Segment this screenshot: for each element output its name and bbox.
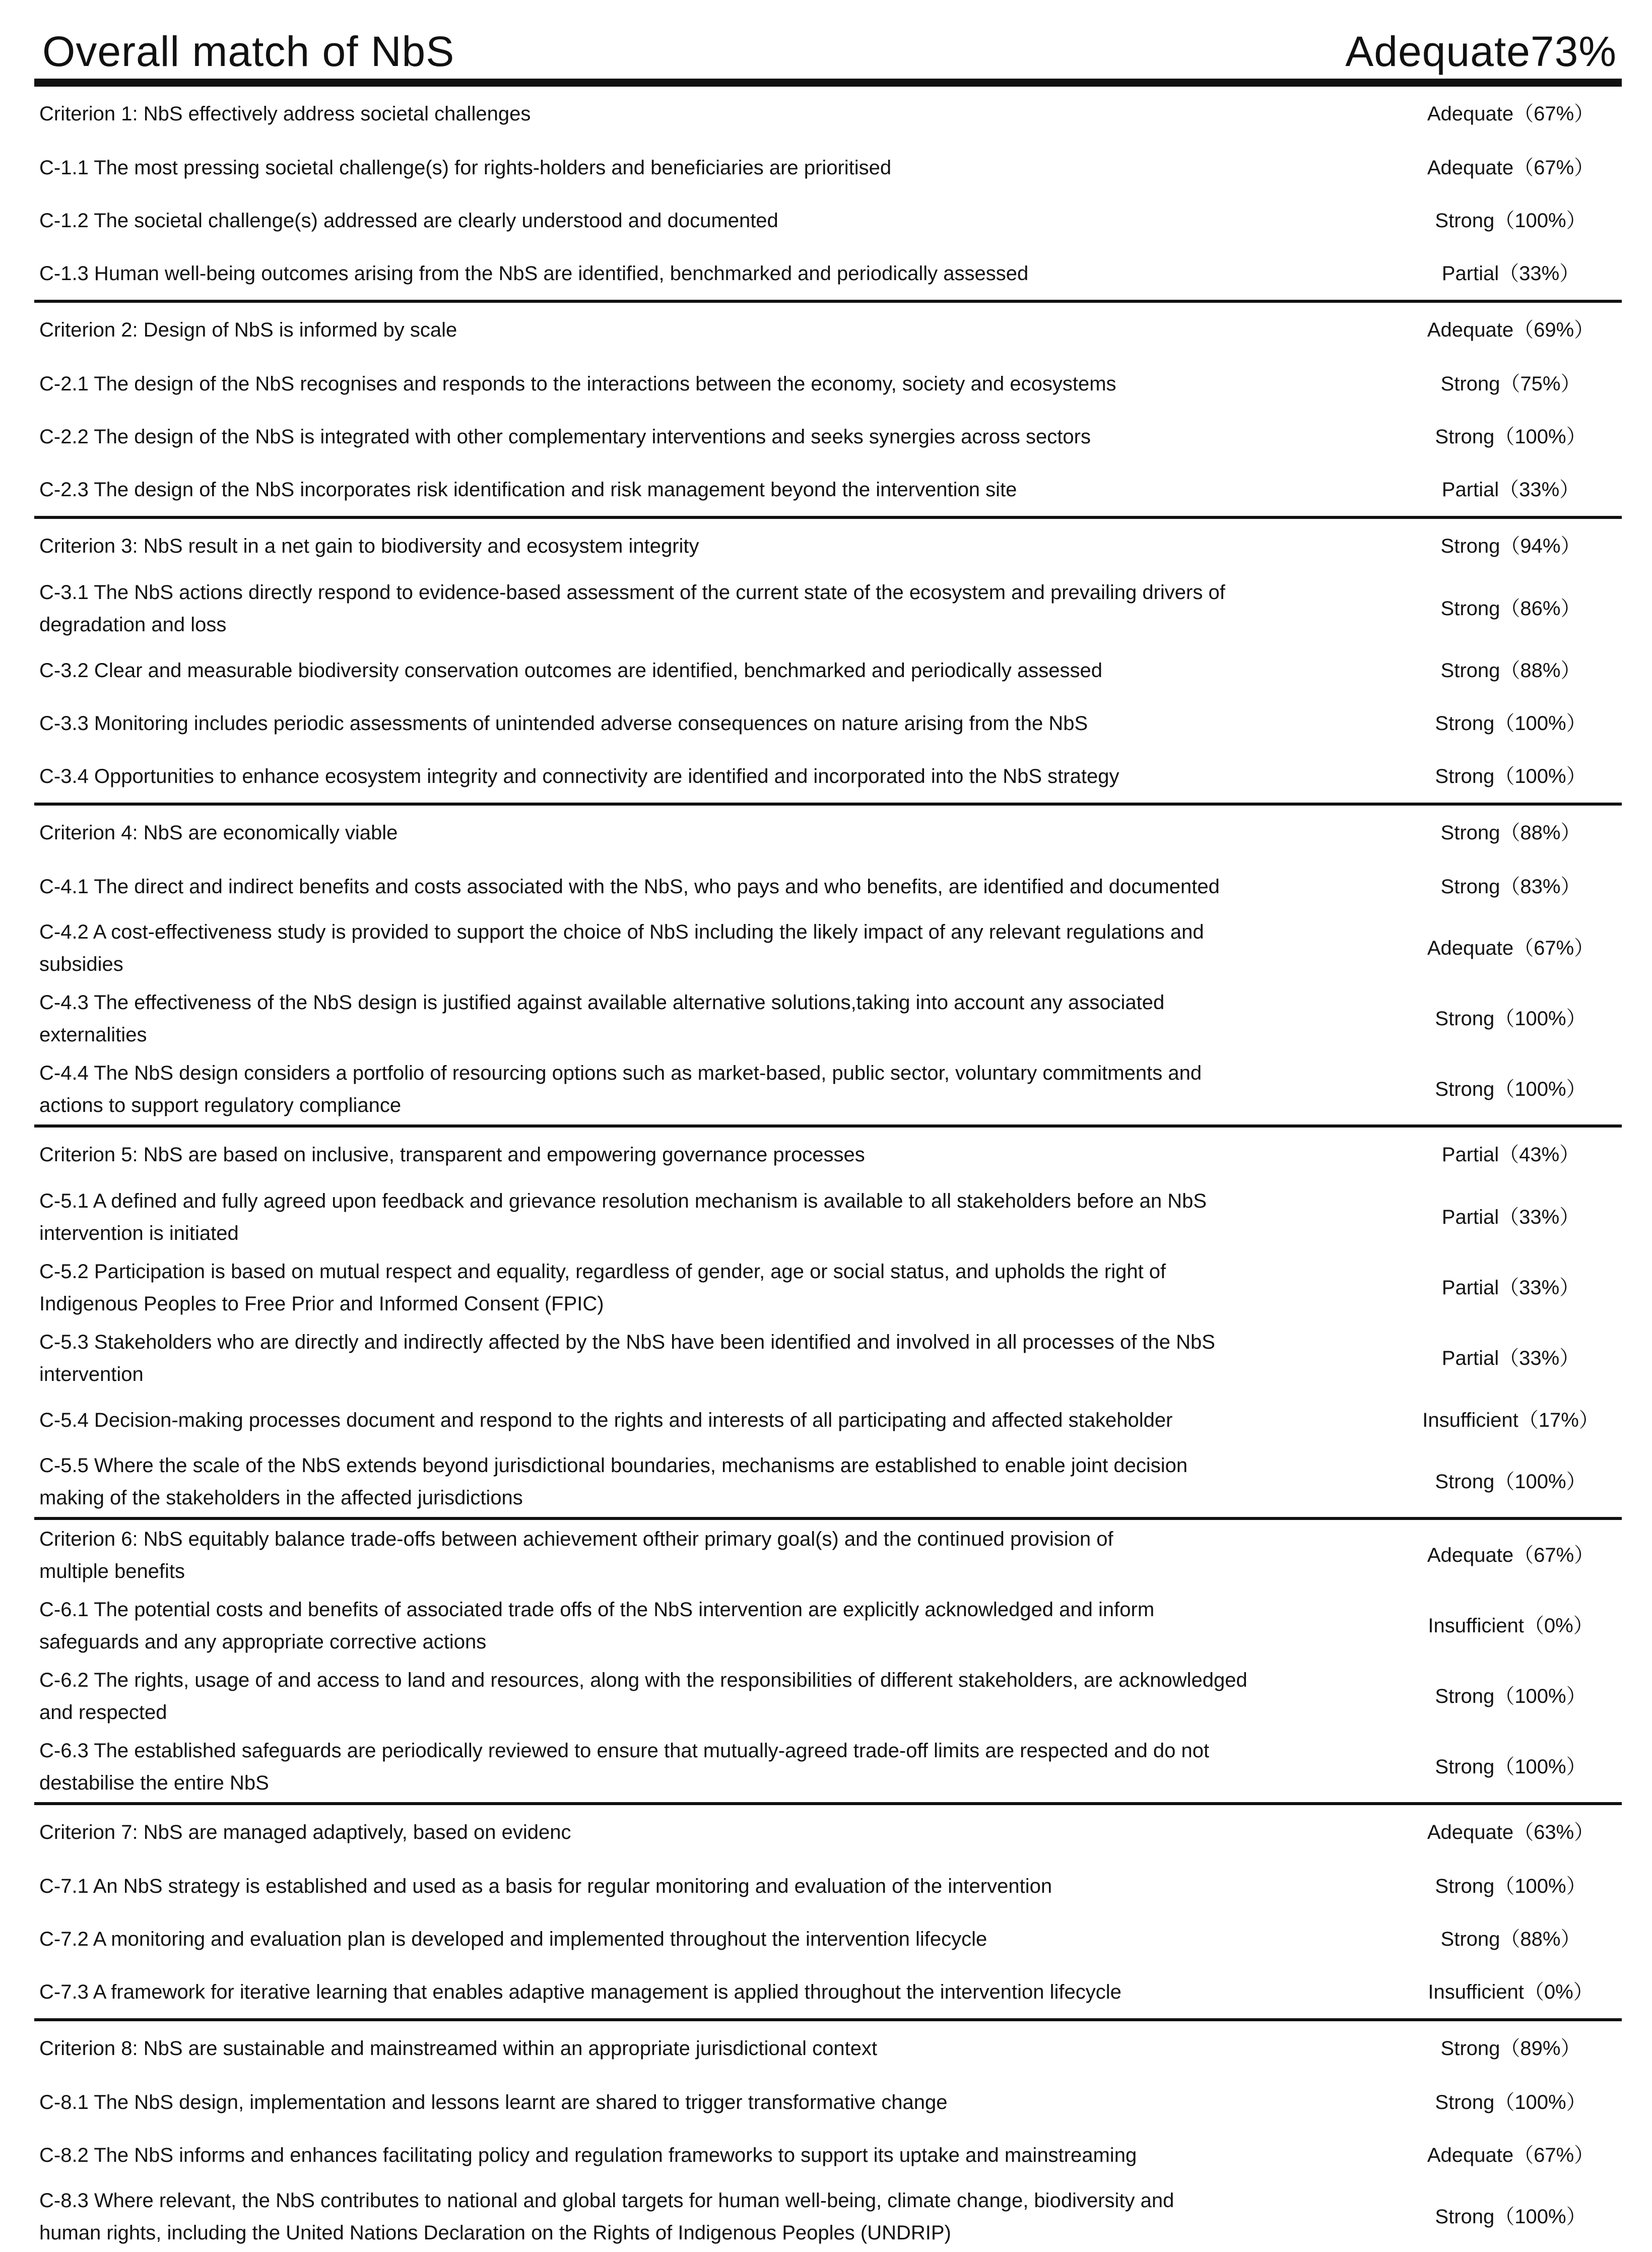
indicator-row: [34, 913, 1622, 983]
text-line: Criterion 6: NbS equitably balance trade-offs between achievement oftheir primary goal(s) and the continued provision of: [39, 1528, 1113, 1550]
text-line: C-5.2 Participation is based on mutual respect and equality, regardless of gender, age or social status, and upholds the right of: [39, 1261, 1166, 1283]
indicator-text: [39, 474, 1400, 506]
indicator-rating: Strong（100%）: [1435, 209, 1587, 232]
text-line: Indigenous Peoples to Free Prior and Informed Consent (FPIC): [39, 1293, 604, 1315]
indicator-rating: Strong（100%）: [1435, 2206, 1587, 2228]
indicator-row: [34, 357, 1622, 410]
text-line: C-7.3 A framework for iterative learning that enables adaptive management is applied throughout the intervention lifecycle: [39, 1980, 1121, 2003]
indicator-text: [39, 257, 1400, 290]
indicator-text: [39, 1976, 1400, 2008]
indicator-row: [34, 1394, 1622, 1446]
criterion-rating: Adequate（69%）: [1427, 319, 1595, 341]
text-line: C-3.1 The NbS actions directly respond to evidence-based assessment of the current state of the ecosystem and prevailing drivers of: [39, 581, 1225, 604]
text-line: C-5.4 Decision-making processes document and respond to the rights and interests of all participating and affected stakeholder: [39, 1409, 1173, 1431]
indicator-text: [39, 2184, 1400, 2249]
indicator-row: [34, 2076, 1622, 2129]
indicator-text: [39, 1870, 1400, 1902]
text-line: multiple benefits: [39, 1560, 185, 1582]
text-line: C-1.1 The most pressing societal challenge(s) for rights-holders and beneficiaries are prioritised: [39, 156, 892, 179]
text-line: externalities: [39, 1024, 147, 1046]
indicator-rating: Strong（100%）: [1435, 1471, 1587, 1493]
indicator-rating: Insufficient（0%）: [1428, 1615, 1594, 1637]
criterion-section: [34, 1520, 1622, 1805]
text-line: Criterion 4: NbS are economically viable: [39, 822, 398, 844]
header-divider: [34, 79, 1622, 87]
indicator-rating: Strong（100%）: [1435, 425, 1587, 448]
indicator-row: [34, 644, 1622, 697]
text-line: Criterion 1: NbS effectively address societal challenges: [39, 103, 531, 125]
indicator-rating: Strong（83%）: [1440, 875, 1581, 898]
indicator-text: [39, 152, 1400, 184]
indicator-row: [34, 2181, 1622, 2252]
text-line: Criterion 8: NbS are sustainable and mainstreamed within an appropriate jurisdictional context: [39, 2037, 878, 2060]
indicator-row: [34, 247, 1622, 300]
indicator-rating: Strong（100%）: [1435, 712, 1587, 735]
indicator-row: [34, 1446, 1622, 1517]
indicator-text: [39, 1404, 1400, 1436]
criteria-table: [34, 87, 1622, 2252]
text-line: C-3.3 Monitoring includes periodic assessments of unintended adverse consequences on nature arising from the NbS: [39, 712, 1088, 735]
indicator-rating: Partial（33%）: [1441, 1206, 1580, 1228]
criterion-section: [34, 2021, 1622, 2252]
indicator-text: [39, 871, 1400, 903]
text-line: C-2.3 The design of the NbS incorporates risk identification and risk management beyond the intervention site: [39, 478, 1017, 501]
text-line: human rights, including the United Nations Declaration on the Rights of Indigenous Peoples (UNDRIP): [39, 2222, 951, 2244]
text-line: degradation and loss: [39, 614, 227, 636]
criterion-row: [34, 806, 1622, 860]
indicator-text: [39, 916, 1400, 980]
criterion-rating: Adequate（63%）: [1427, 1821, 1595, 1843]
indicator-rating: Strong（86%）: [1440, 598, 1581, 620]
criterion-row: [34, 1128, 1622, 1182]
criterion-section: [34, 806, 1622, 1128]
criterion-section: [34, 87, 1622, 303]
indicator-rating: Strong（75%）: [1440, 372, 1581, 395]
page-title: Overall match of NbS: [42, 28, 455, 75]
text-line: C-4.1 The direct and indirect benefits and costs associated with the NbS, who pays and who benefits, are identified and documented: [39, 875, 1220, 898]
criterion-row: [34, 519, 1622, 573]
indicator-text: [39, 760, 1400, 792]
criterion-row: [34, 1805, 1622, 1860]
criterion-section: [34, 303, 1622, 519]
indicator-text: [39, 2086, 1400, 2118]
text-line: C-2.2 The design of the NbS is integrated with other complementary interventions and seeks synergies across sectors: [39, 425, 1091, 448]
criterion-text: [39, 314, 1400, 346]
indicator-row: [34, 1661, 1622, 1732]
indicator-rating: Adequate（67%）: [1427, 156, 1595, 179]
indicator-rating: Partial（33%）: [1441, 1347, 1580, 1369]
indicator-row: [34, 1054, 1622, 1124]
indicator-row: [34, 1323, 1622, 1394]
indicator-row: [34, 750, 1622, 803]
indicator-text: [39, 421, 1400, 453]
indicator-rating: Strong（100%）: [1435, 1685, 1587, 1707]
page-header: [34, 20, 1622, 73]
text-line: Criterion 5: NbS are based on inclusive, transparent and empowering governance processes: [39, 1144, 865, 1166]
indicator-text: [39, 1255, 1400, 1320]
indicator-row: [34, 860, 1622, 913]
criterion-rating: Strong（89%）: [1440, 2037, 1581, 2060]
text-line: C-8.1 The NbS design, implementation and lessons learnt are shared to trigger transformative change: [39, 2091, 948, 2113]
text-line: C-4.3 The effectiveness of the NbS design is justified against available alternative solutions,taking into account any associated: [39, 991, 1165, 1014]
indicator-text: [39, 1326, 1400, 1390]
criterion-section: [34, 519, 1622, 806]
text-line: C-8.2 The NbS informs and enhances facilitating policy and regulation frameworks to support its uptake and mainstreaming: [39, 2144, 1137, 2166]
indicator-text: [39, 1449, 1400, 1514]
text-line: C-8.3 Where relevant, the NbS contributes to national and global targets for human well-being, climate change, biodiversity and: [39, 2190, 1174, 2212]
indicator-text: [39, 1057, 1400, 1121]
indicator-text: [39, 986, 1400, 1051]
text-line: C-6.3 The established safeguards are periodically reviewed to ensure that mutually-agreed trade-off limits are respected and do not: [39, 1740, 1210, 1762]
indicator-text: [39, 2139, 1400, 2171]
text-line: C-4.2 A cost-effectiveness study is provided to support the choice of NbS including the likely impact of any relevant regulations and: [39, 921, 1204, 943]
indicator-row: [34, 194, 1622, 247]
indicator-rating: Partial（33%）: [1441, 478, 1580, 501]
text-line: Criterion 7: NbS are managed adaptively, based on evidenc: [39, 1821, 571, 1843]
text-line: C-6.2 The rights, usage of and access to land and resources, along with the responsibilities of different stakeholders, are acknowledged: [39, 1669, 1247, 1691]
criterion-text: [39, 1523, 1400, 1587]
indicator-row: [34, 410, 1622, 463]
criterion-rating: Strong（94%）: [1440, 535, 1581, 557]
text-line: making of the stakeholders in the affected jurisdictions: [39, 1487, 523, 1509]
text-line: actions to support regulatory compliance: [39, 1094, 402, 1116]
indicator-rating: Strong（100%）: [1435, 2091, 1587, 2113]
indicator-rating: Strong（88%）: [1440, 1928, 1581, 1950]
criterion-text: [39, 1139, 1400, 1171]
criterion-text: [39, 98, 1400, 130]
indicator-text: [39, 1923, 1400, 1955]
criterion-text: [39, 530, 1400, 562]
indicator-text: [39, 707, 1400, 740]
criterion-text: [39, 1816, 1400, 1848]
indicator-rating: Strong（100%）: [1435, 1078, 1587, 1100]
indicator-rating: Partial（33%）: [1441, 262, 1580, 285]
indicator-rating: Strong（100%）: [1435, 765, 1587, 787]
indicator-row: [34, 1965, 1622, 2018]
indicator-rating: Insufficient（0%）: [1428, 1980, 1594, 2003]
indicator-text: [39, 1735, 1400, 1799]
indicator-row: [34, 983, 1622, 1054]
criterion-text: [39, 2032, 1400, 2065]
text-line: C-1.2 The societal challenge(s) addressed are clearly understood and documented: [39, 209, 778, 232]
indicator-rating: Partial（33%）: [1441, 1277, 1580, 1299]
text-line: destabilise the entire NbS: [39, 1772, 269, 1794]
indicator-row: [34, 1732, 1622, 1802]
indicator-rating: Adequate（67%）: [1427, 2144, 1595, 2166]
indicator-rating: Strong（100%）: [1435, 1756, 1587, 1778]
indicator-row: [34, 1252, 1622, 1323]
text-line: subsidies: [39, 953, 123, 975]
text-line: C-7.2 A monitoring and evaluation plan is developed and implemented throughout the intervention lifecycle: [39, 1928, 987, 1950]
text-line: C-5.3 Stakeholders who are directly and indirectly affected by the NbS have been identified and involved in all processes of the NbS: [39, 1331, 1215, 1353]
criterion-section: [34, 1805, 1622, 2021]
indicator-text: [39, 654, 1400, 687]
text-line: intervention: [39, 1363, 144, 1385]
criterion-section: [34, 1128, 1622, 1520]
indicator-row: [34, 463, 1622, 516]
criterion-row: [34, 2021, 1622, 2076]
indicator-row: [34, 697, 1622, 750]
indicator-row: [34, 2129, 1622, 2181]
criterion-rating: Partial（43%）: [1441, 1144, 1580, 1166]
indicator-rating: Insufficient（17%）: [1422, 1409, 1599, 1431]
indicator-text: [39, 1185, 1400, 1249]
criterion-rating: Adequate（67%）: [1427, 1544, 1595, 1566]
text-line: C-2.1 The design of the NbS recognises and responds to the interactions between the economy, society and ecosystems: [39, 372, 1116, 395]
indicator-row: [34, 1182, 1622, 1252]
text-line: C-5.5 Where the scale of the NbS extends beyond jurisdictional boundaries, mechanisms are established to enable joint decision: [39, 1454, 1188, 1477]
indicator-rating: Strong（100%）: [1435, 1875, 1587, 1897]
indicator-text: [39, 368, 1400, 400]
indicator-rating: Strong（88%）: [1440, 659, 1581, 682]
overall-rating: Adequate73%: [1345, 28, 1617, 75]
indicator-text: [39, 1594, 1400, 1658]
criterion-rating: Adequate（67%）: [1427, 103, 1595, 125]
indicator-row: [34, 1912, 1622, 1965]
criterion-text: [39, 817, 1400, 849]
indicator-rating: Adequate（67%）: [1427, 937, 1595, 959]
indicator-text: [39, 1664, 1400, 1729]
text-line: intervention is initiated: [39, 1222, 239, 1244]
indicator-rating: Strong（100%）: [1435, 1008, 1587, 1030]
indicator-row: [34, 1860, 1622, 1912]
indicator-row: [34, 1591, 1622, 1661]
text-line: and respected: [39, 1701, 167, 1724]
criterion-rating: Strong（88%）: [1440, 822, 1581, 844]
text-line: C-3.2 Clear and measurable biodiversity conservation outcomes are identified, benchmarked and periodically assessed: [39, 659, 1103, 682]
criterion-row: [34, 303, 1622, 357]
text-line: C-5.1 A defined and fully agreed upon feedback and grievance resolution mechanism is available to all stakeholders before an NbS: [39, 1190, 1207, 1212]
indicator-text: [39, 205, 1400, 237]
text-line: Criterion 2: Design of NbS is informed by scale: [39, 319, 457, 341]
text-line: C-3.4 Opportunities to enhance ecosystem integrity and connectivity are identified and incorporated into the NbS strategy: [39, 765, 1119, 787]
text-line: safeguards and any appropriate corrective actions: [39, 1631, 487, 1653]
text-line: Criterion 3: NbS result in a net gain to biodiversity and ecosystem integrity: [39, 535, 699, 557]
text-line: C-7.1 An NbS strategy is established and used as a basis for regular monitoring and evaluation of the intervention: [39, 1875, 1052, 1897]
text-line: C-4.4 The NbS design considers a portfolio of resourcing options such as market-based, public sector, voluntary commitments and: [39, 1062, 1202, 1084]
indicator-row: [34, 573, 1622, 644]
indicator-row: [34, 141, 1622, 194]
criterion-row: [34, 87, 1622, 141]
text-line: C-6.1 The potential costs and benefits of associated trade offs of the NbS intervention are explicitly acknowledged and inform: [39, 1599, 1155, 1621]
text-line: C-1.3 Human well-being outcomes arising from the NbS are identified, benchmarked and periodically assessed: [39, 262, 1029, 285]
criterion-row: [34, 1520, 1622, 1591]
indicator-text: [39, 576, 1400, 641]
